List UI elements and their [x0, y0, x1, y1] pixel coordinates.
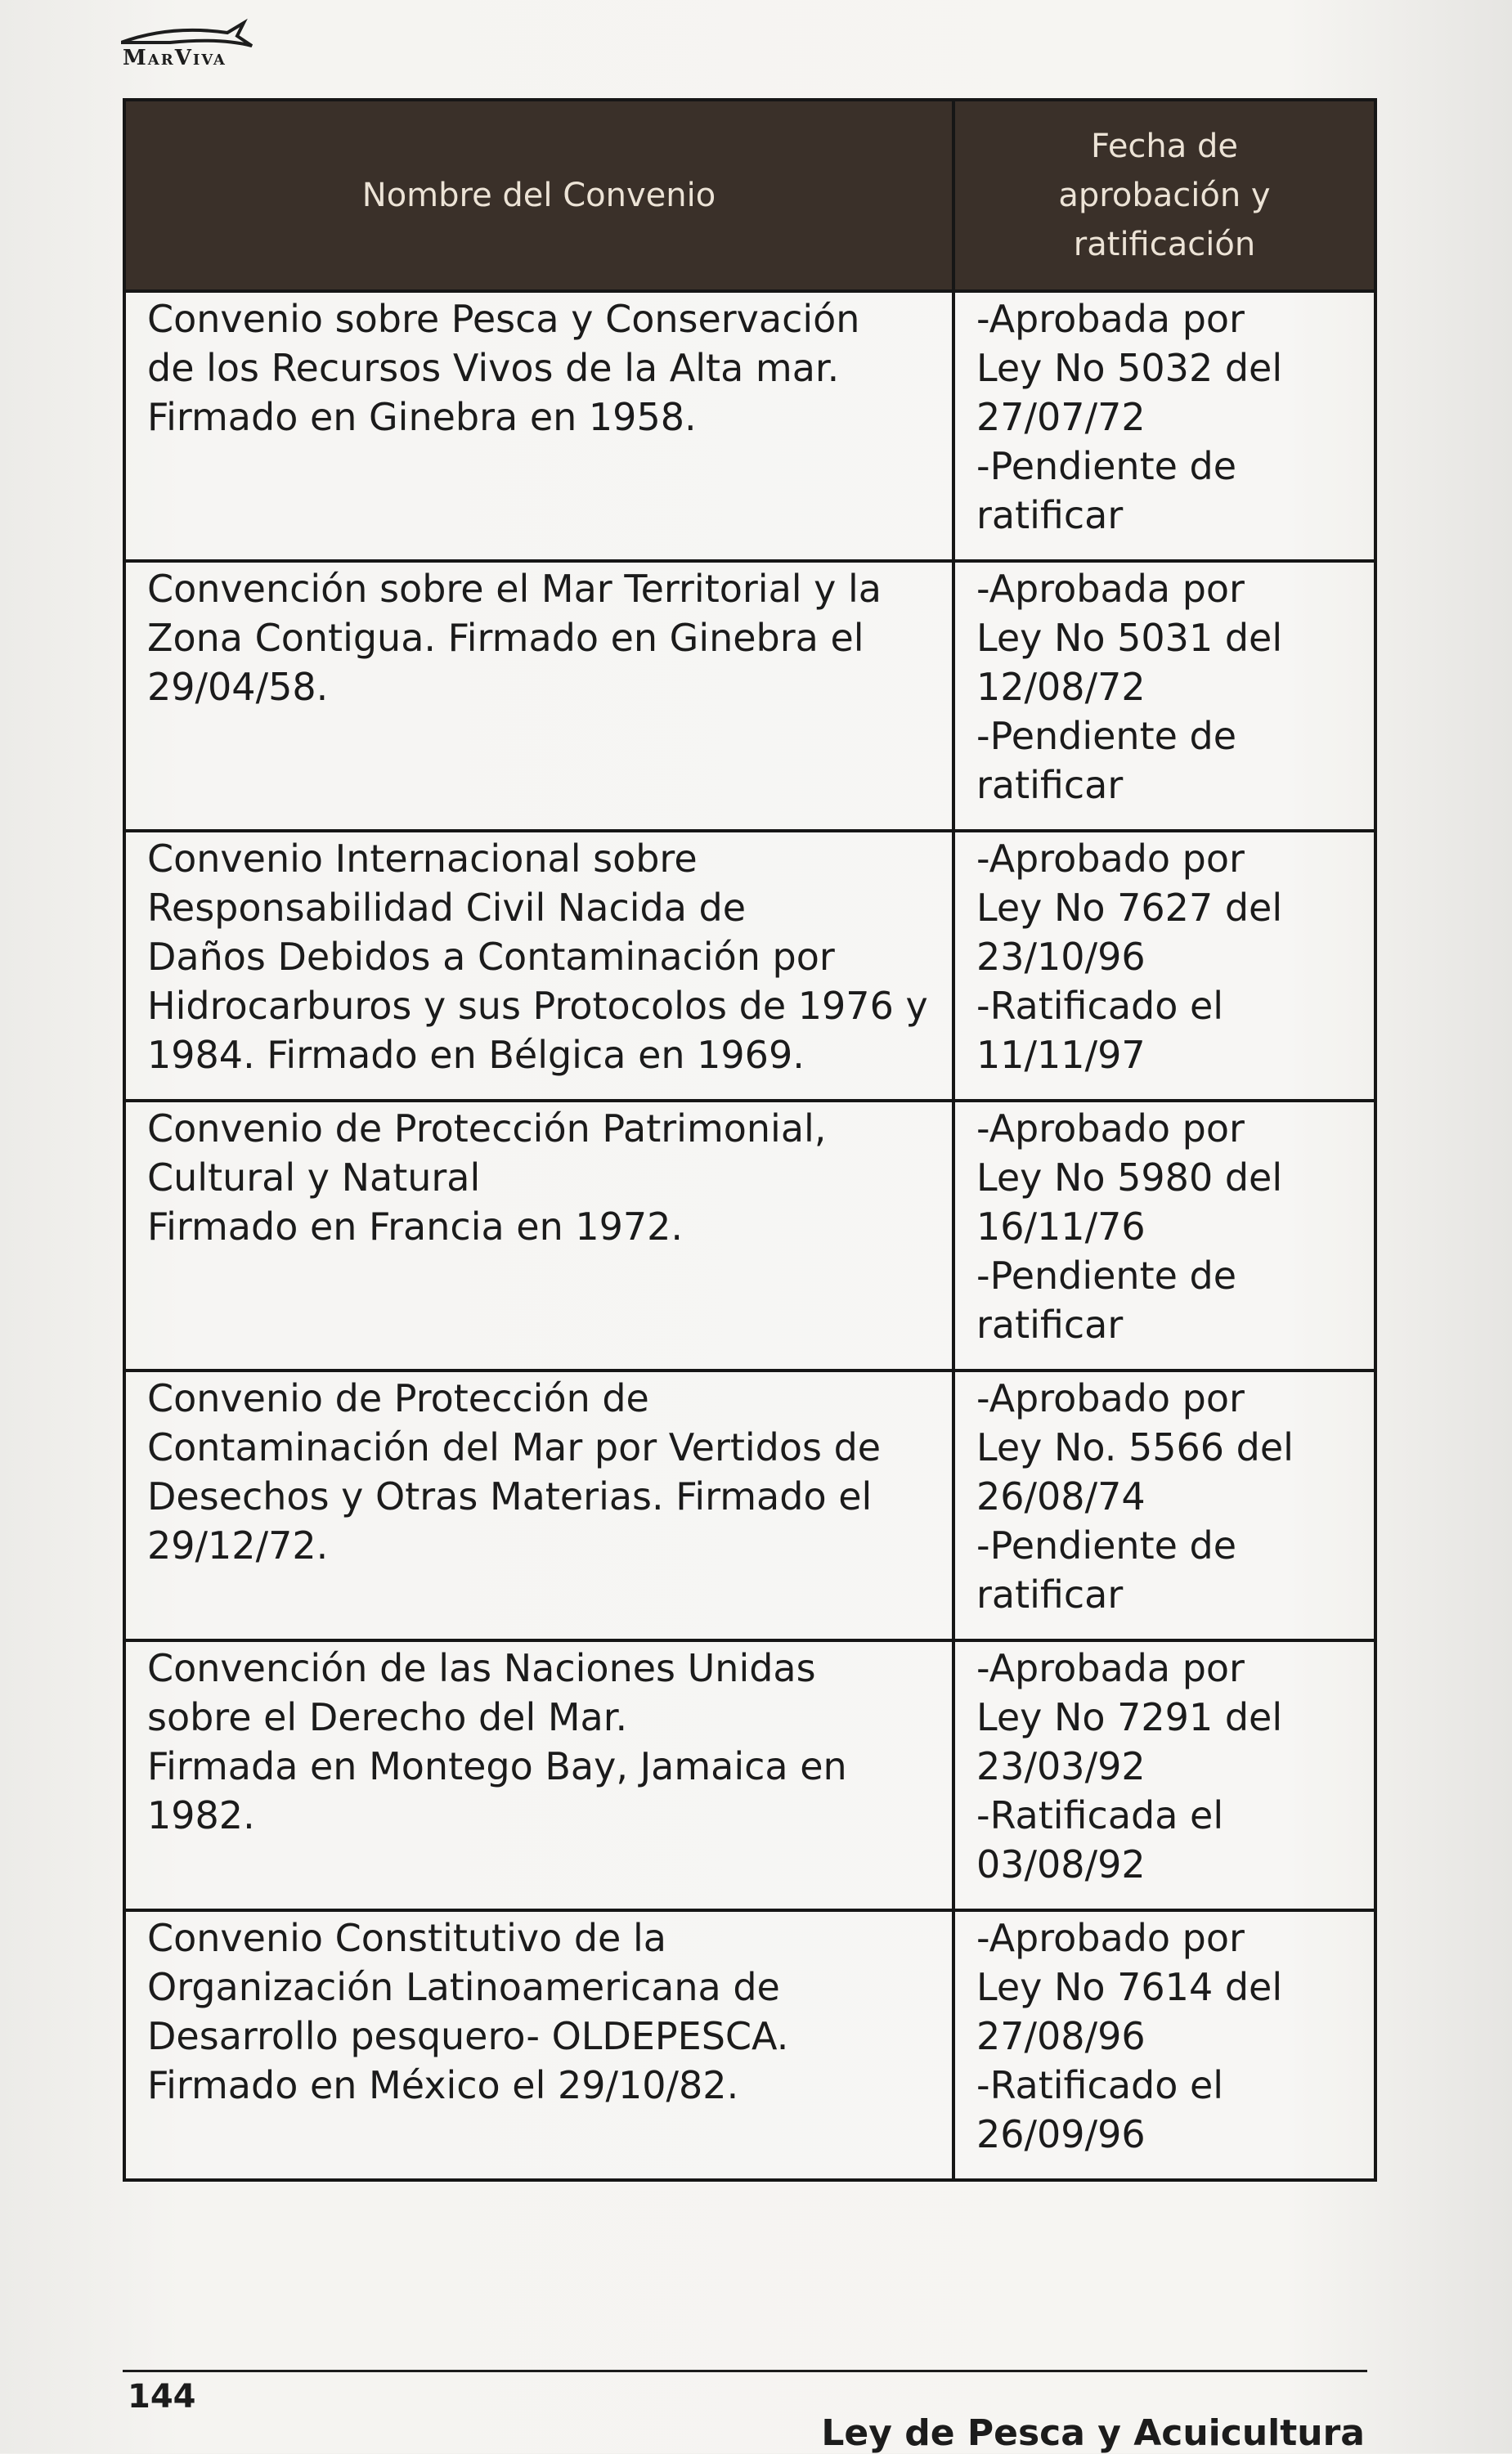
approval-date-line: Ley No 5980 del — [976, 1155, 1283, 1200]
convention-name-line: 1982. — [147, 1793, 255, 1837]
book-title: Ley de Pesca y Acuicultura — [821, 2412, 1365, 2454]
conventions-table — [123, 98, 1367, 2182]
approval-date-line: Ley No 7614 del — [976, 1965, 1283, 2009]
convention-name-cell — [124, 561, 953, 831]
approval-date-line: ratificar — [976, 493, 1124, 537]
approval-date-cell — [953, 561, 1375, 831]
approval-date-line: -Aprobado por — [976, 837, 1245, 881]
approval-date-line: 27/08/96 — [976, 2014, 1146, 2058]
convention-name-line: Firmada en Montego Bay, Jamaica en — [147, 1744, 847, 1788]
approval-date-line: -Pendiente de — [976, 1254, 1237, 1298]
approval-date-cell — [953, 291, 1375, 561]
column-header-date-line: ratificación — [1073, 226, 1256, 263]
approval-date-line: -Pendiente de — [976, 1523, 1237, 1568]
column-header-name: Nombre del Convenio — [124, 100, 953, 291]
convention-name-cell — [124, 1910, 953, 2180]
convention-name-line: Desechos y Otras Materias. Firmado el — [147, 1474, 873, 1519]
table-row — [124, 831, 1375, 1101]
convention-name-line: Convención de las Naciones Unidas — [147, 1646, 816, 1690]
approval-date-cell — [953, 831, 1375, 1101]
convention-name-cell — [124, 831, 953, 1101]
approval-date-line: Ley No. 5566 del — [976, 1425, 1294, 1469]
approval-date-line: ratificar — [976, 1303, 1124, 1347]
approval-date-line: -Pendiente de — [976, 714, 1237, 758]
convention-name-line: Firmado en Ginebra en 1958. — [147, 395, 697, 439]
table-row — [124, 291, 1375, 561]
approval-date-line: 12/08/72 — [976, 665, 1146, 709]
convention-name-line: Convenio Internacional sobre — [147, 837, 698, 881]
column-header-date-line: aprobación y — [1058, 177, 1271, 214]
footer-divider — [123, 2370, 1367, 2372]
convention-name-line: 1984. Firmado en Bélgica en 1969. — [147, 1033, 805, 1077]
convention-name-line: Responsabilidad Civil Nacida de — [147, 886, 747, 930]
approval-date-line: Ley No 7291 del — [976, 1695, 1283, 1739]
marviva-logo — [121, 18, 301, 70]
column-header-date — [953, 100, 1375, 291]
approval-date-line: ratificar — [976, 763, 1124, 807]
convention-name-line: Convenio sobre Pesca y Conservación — [147, 297, 860, 341]
approval-date-line: 16/11/76 — [976, 1205, 1146, 1249]
approval-date-cell — [953, 1101, 1375, 1371]
approval-date-line: -Pendiente de — [976, 444, 1237, 488]
approval-date-line: -Aprobado por — [976, 1916, 1245, 1960]
convention-name-line: Organización Latinoamericana de — [147, 1965, 780, 2009]
approval-date-line: -Aprobado por — [976, 1376, 1245, 1420]
approval-date-line: 23/10/96 — [976, 935, 1146, 979]
approval-date-line: 11/11/97 — [976, 1033, 1146, 1077]
approval-date-line: 03/08/92 — [976, 1842, 1146, 1886]
convention-name-line: sobre el Derecho del Mar. — [147, 1695, 628, 1739]
approval-date-line: -Ratificado el — [976, 984, 1224, 1028]
convention-name-line: Firmado en México el 29/10/82. — [147, 2063, 739, 2107]
approval-date-line: -Aprobada por — [976, 567, 1245, 611]
table-header-row — [124, 100, 1375, 291]
approval-date-line: ratificar — [976, 1572, 1124, 1617]
approval-date-line: Ley No 5031 del — [976, 616, 1283, 660]
approval-date-line: Ley No 5032 del — [976, 346, 1283, 390]
table-row — [124, 1101, 1375, 1371]
convention-name-line: Firmado en Francia en 1972. — [147, 1205, 684, 1249]
approval-date-line: 26/08/74 — [976, 1474, 1146, 1519]
approval-date-line: -Ratificado el — [976, 2063, 1224, 2107]
convention-name-line: Desarrollo pesquero- OLDEPESCA. — [147, 2014, 789, 2058]
convention-name-cell — [124, 1640, 953, 1910]
table-row — [124, 561, 1375, 831]
convention-name-line: 29/12/72. — [147, 1523, 329, 1568]
column-header-date-line: Fecha de — [1091, 128, 1238, 165]
convention-name-line: 29/04/58. — [147, 665, 329, 709]
approval-date-line: 23/03/92 — [976, 1744, 1146, 1788]
approval-date-line: Ley No 7627 del — [976, 886, 1283, 930]
approval-date-line: -Aprobado por — [976, 1106, 1245, 1151]
approval-date-cell — [953, 1371, 1375, 1640]
convention-name-line: Cultural y Natural — [147, 1155, 481, 1200]
approval-date-line: 27/07/72 — [976, 395, 1146, 439]
convention-name-cell — [124, 1371, 953, 1640]
convention-name-cell — [124, 291, 953, 561]
convention-name-line: Zona Contigua. Firmado en Ginebra el — [147, 616, 864, 660]
approval-date-cell — [953, 1640, 1375, 1910]
approval-date-line: 26/09/96 — [976, 2112, 1146, 2156]
convention-name-line: Convenio Constitutivo de la — [147, 1916, 666, 1960]
brand-name: MarViva — [123, 46, 227, 70]
table-row — [124, 1371, 1375, 1640]
convention-name-line: Convenio de Protección Patrimonial, — [147, 1106, 827, 1151]
page-number: 144 — [128, 2378, 196, 2416]
table-row — [124, 1910, 1375, 2180]
approval-date-cell — [953, 1910, 1375, 2180]
convention-name-line: Contaminación del Mar por Vertidos de — [147, 1425, 882, 1469]
table-row — [124, 1640, 1375, 1910]
convention-name-line: Convenio de Protección de — [147, 1376, 649, 1420]
approval-date-line: -Aprobada por — [976, 1646, 1245, 1690]
approval-date-line: -Ratificada el — [976, 1793, 1224, 1837]
convention-name-cell — [124, 1101, 953, 1371]
convention-name-line: Daños Debidos a Contaminación por — [147, 935, 835, 979]
approval-date-line: -Aprobada por — [976, 297, 1245, 341]
convention-name-line: Hidrocarburos y sus Protocolos de 1976 y — [147, 984, 928, 1028]
convention-name-line: de los Recursos Vivos de la Alta mar. — [147, 346, 840, 390]
convention-name-line: Convención sobre el Mar Territorial y la — [147, 567, 882, 611]
